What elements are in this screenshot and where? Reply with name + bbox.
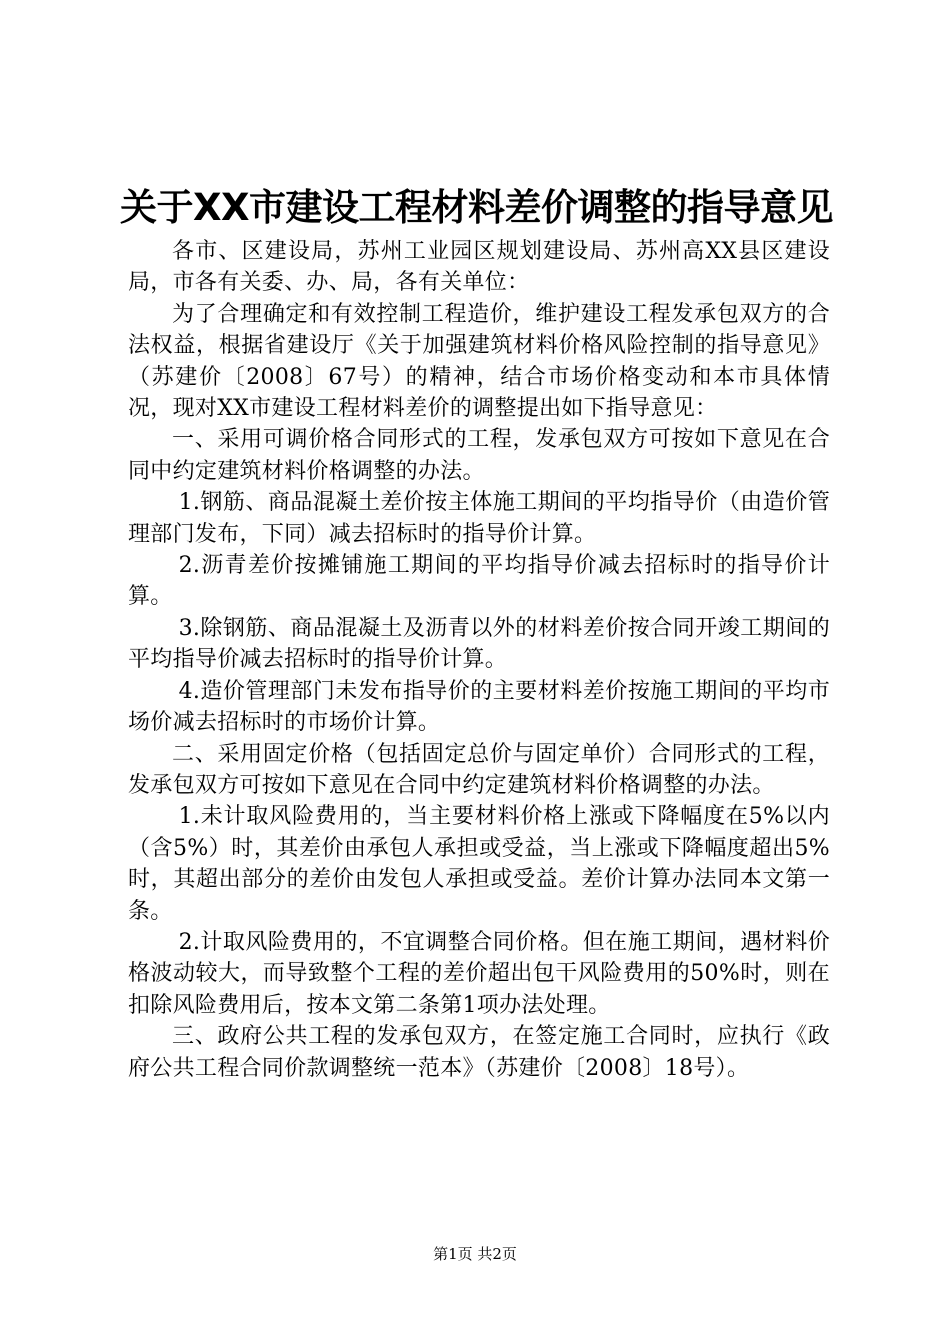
section-two-item-2: 2.计取风险费用的，不宜调整合同价格。但在施工期间，遇材料价格波动较大，而导致整个工程的差价超出包干风险费用的50%时，则在扣除风险费用后，按本文第二条第1项办法处理。 [128,929,830,1018]
addressee-paragraph: 各市、区建设局，苏州工业园区规划建设局、苏州高XX县区建设局，市各有关委、办、局，各有关单位： [128,239,830,296]
section-one-item-3: 3.除钢筋、商品混凝土及沥青以外的材料差价按合同开竣工期间的平均指导价减去招标时的指导价计算。 [128,615,830,673]
section-two-item-1: 1.未计取风险费用的，当主要材料价格上涨或下降幅度在5%以内（含5%）时，其差价由承包人承担或受益，当上涨或下降幅度超出5%时，其超出部分的差价由发包人承担或受益。差价计算办法同本文第一条。 [128,804,830,924]
section-three-paragraph: 三、政府公共工程的发承包双方，在签定施工合同时，应执行《政府公共工程合同价款调整统一范本》（苏建价〔2008〕18号）。 [128,1024,830,1081]
section-one-item-1: 1.钢筋、商品混凝土差价按主体施工期间的平均指导价（由造价管理部门发布，下同）减去招标时的指导价计算。 [128,490,830,547]
section-one-item-2: 2.沥青差价按摊铺施工期间的平均指导价减去招标时的指导价计算。 [128,553,830,610]
section-one-heading-paragraph: 一、采用可调价格合同形式的工程，发承包双方可按如下意见在合同中约定建筑材料价格调整的办法。 [128,427,830,484]
section-one-item-4: 4.造价管理部门未发布指导价的主要材料差价按施工期间的平均市场价减去招标时的市场价计算。 [128,678,830,736]
preamble-paragraph: 为了合理确定和有效控制工程造价，维护建设工程发承包双方的合法权益，根据省建设厅《关于加强建筑材料价格风险控制的指导意见》（苏建价〔2008〕67号）的精神，结合市场价格变动和本市具体情况，现对XX市建设工程材料差价的调整提出如下指导意见： [128,301,830,422]
document-title: 关于XX市建设工程材料差价调整的指导意见 [120,186,834,229]
document-body [128,236,830,1084]
section-two-heading-paragraph: 二、采用固定价格（包括固定总价与固定单价）合同形式的工程，发承包双方可按如下意见在合同中约定建筑材料价格调整的办法。 [128,741,830,798]
page-number-footer: 第1页 共2页 [433,1245,517,1263]
